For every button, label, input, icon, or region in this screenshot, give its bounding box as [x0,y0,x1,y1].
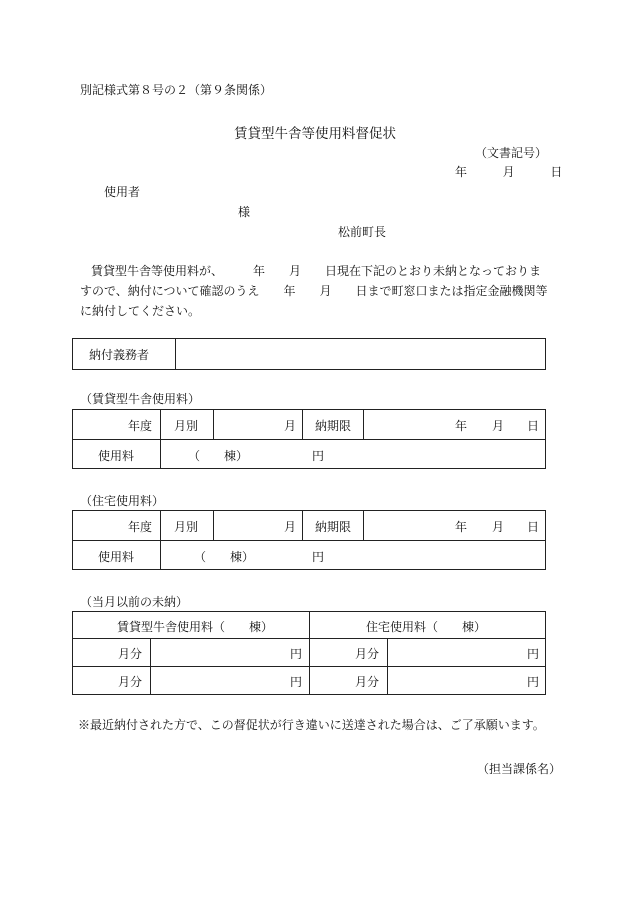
notice-body-line-2: すので、納付について確認のうえ 年 月 日まで町窓口または指定金融機関等 [80,284,548,298]
prior-housing-header: 住宅使用料（ 棟） [366,620,487,634]
addressee-honorific: 様 [238,205,251,219]
housing-fee-label: 使用料 [98,550,135,564]
barn-fee-label: 使用料 [98,449,135,463]
prior-row-2-barn-month: 月分 [118,675,143,689]
document-title: 賃貸型牛舎等使用料督促状 [234,126,396,142]
prior-row-1-housing-month: 月分 [355,647,380,661]
prior-row-1-barn-month: 月分 [118,647,143,661]
prior-row-2-barn-yen: 円 [290,675,303,689]
housing-month-label: 月 [284,520,297,534]
barn-yen: 円 [312,449,325,463]
barn-month-label: 月 [284,419,297,433]
barn-due-day: 日 [527,419,540,433]
issue-date-day: 日 [550,165,563,179]
prior-row-2-housing-month: 月分 [355,675,380,689]
obligor-value [184,346,534,362]
barn-due-date-label: 納期限 [315,419,352,433]
prior-arrears-section-label: （当月以前の未納） [80,595,189,609]
notice-body [80,261,560,321]
document-number: （文書記号） [475,146,548,160]
barn-due-month: 月 [492,419,505,433]
department-name: （担当課係名） [477,762,562,776]
housing-due-year: 年 [455,520,468,534]
housing-due-date-label: 納期限 [315,520,352,534]
housing-fiscal-year-label: 年度 [128,520,153,534]
housing-due-day: 日 [527,520,540,534]
notice-body-line-1: 賃貸型牛舎等使用料が、 年 月 日現在下記のとおり未納となっておりま [91,264,542,278]
barn-due-year: 年 [455,419,468,433]
prior-row-2-housing-yen: 円 [527,675,540,689]
issuer-name: 松前町長 [338,225,387,239]
barn-fee-section-label: （賃貸型牛舎使用料） [80,392,201,406]
issue-date [455,163,562,180]
obligor-label: 納付義務者 [89,348,150,362]
housing-monthly-label: 月別 [174,520,199,534]
housing-due-month: 月 [492,520,505,534]
barn-fiscal-year-label: 年度 [128,419,153,433]
disclaimer-note: ※最近納付された方で、この督促状が行き違いに送達された場合は、ご了承願います。 [78,718,545,732]
prior-row-1-barn-yen: 円 [290,647,303,661]
addressee-label: 使用者 [104,185,141,199]
housing-units: （ 棟） [194,550,255,564]
form-reference: 別記様式第８号の２（第９条関係） [80,83,273,97]
housing-yen: 円 [312,550,325,564]
barn-monthly-label: 月別 [174,419,199,433]
barn-units: （ 棟） [188,449,249,463]
prior-row-1-housing-yen: 円 [527,647,540,661]
prior-barn-header: 賃貸型牛舎使用料（ 棟） [117,620,274,634]
issue-date-month: 月 [502,165,515,179]
housing-fee-section-label: （住宅使用料） [80,494,165,508]
notice-body-line-3: に納付してください。 [80,304,201,318]
issue-date-year: 年 [455,165,468,179]
